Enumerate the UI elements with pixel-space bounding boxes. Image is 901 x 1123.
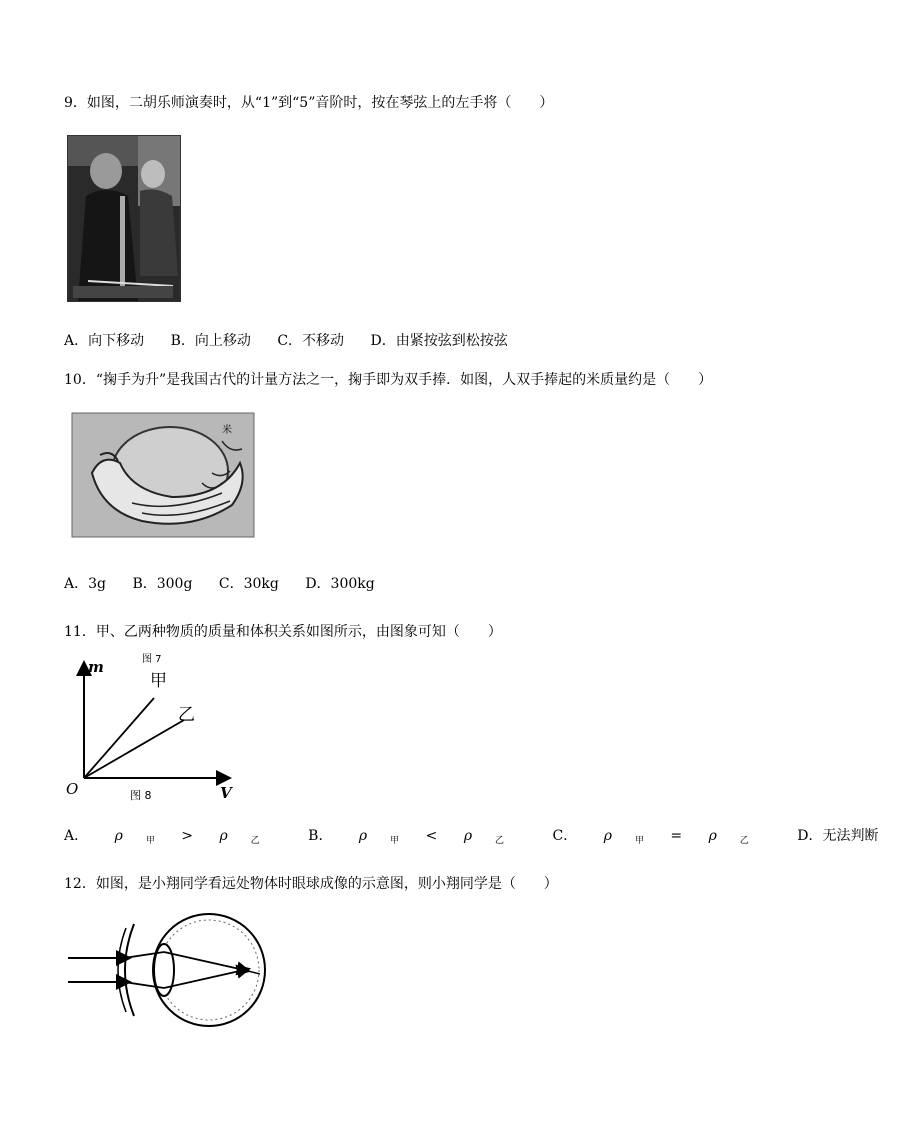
option-a[interactable]: A． ρ $_甲$ > ρ $_乙$ (64, 828, 260, 846)
caption-bottom: 图 8 (130, 789, 152, 802)
cupped-hands-figure (72, 413, 254, 537)
option-b[interactable]: B．300g (132, 576, 193, 592)
origin-label: O (66, 780, 79, 798)
x-axis-label: V (220, 784, 232, 802)
question-10-options (64, 573, 397, 593)
line-yi-label: 乙 (178, 705, 195, 725)
option-c[interactable]: C．30kg (218, 576, 279, 592)
question-9-options (64, 330, 530, 350)
cornea (125, 924, 134, 1016)
option-c[interactable]: C．不移动 (277, 333, 345, 349)
option-a[interactable]: A．3g (64, 576, 106, 592)
eyeball-diagram (64, 910, 284, 1030)
rice-label: 米 (222, 425, 232, 436)
mass-volume-graph (64, 650, 244, 802)
question-9-stem: 9．如图，二胡乐师演奏时，从“1”到“5”音阶时，按在琴弦上的左手将（ ） (64, 95, 554, 111)
option-d[interactable]: D．无法判断 (797, 828, 879, 844)
option-b[interactable]: B．向上移动 (170, 333, 251, 349)
erhu-player-photo (67, 135, 181, 302)
option-a[interactable]: A．向下移动 (64, 333, 145, 349)
lens (154, 944, 174, 996)
question-11-stem: 11．甲、乙两种物质的质量和体积关系如图所示，由图象可知（ ） (64, 624, 502, 640)
line-jia-label: 甲 (150, 671, 167, 691)
line-yi (84, 720, 184, 778)
caption-top: 图 7 (142, 654, 162, 665)
line-jia (84, 698, 154, 778)
option-d[interactable]: D．300kg (305, 576, 375, 592)
option-d[interactable]: D．由紧按弦到松按弦 (370, 333, 508, 349)
option-c[interactable]: C． ρ $_甲$ = ρ $_乙$ (552, 828, 749, 846)
question-11-options (64, 825, 901, 846)
question-10-stem: 10．“掬手为升”是我国古代的计量方法之一，掬手即为双手捧．如图，人双手捧起的米质量约是（ ） (64, 372, 713, 388)
option-b[interactable]: B． ρ $_甲$ < ρ $_乙$ (308, 828, 505, 846)
question-12-stem: 12．如图，是小翔同学看远处物体时眼球成像的示意图，则小翔同学是（ ） (64, 876, 558, 892)
y-axis-label: m (88, 658, 104, 676)
